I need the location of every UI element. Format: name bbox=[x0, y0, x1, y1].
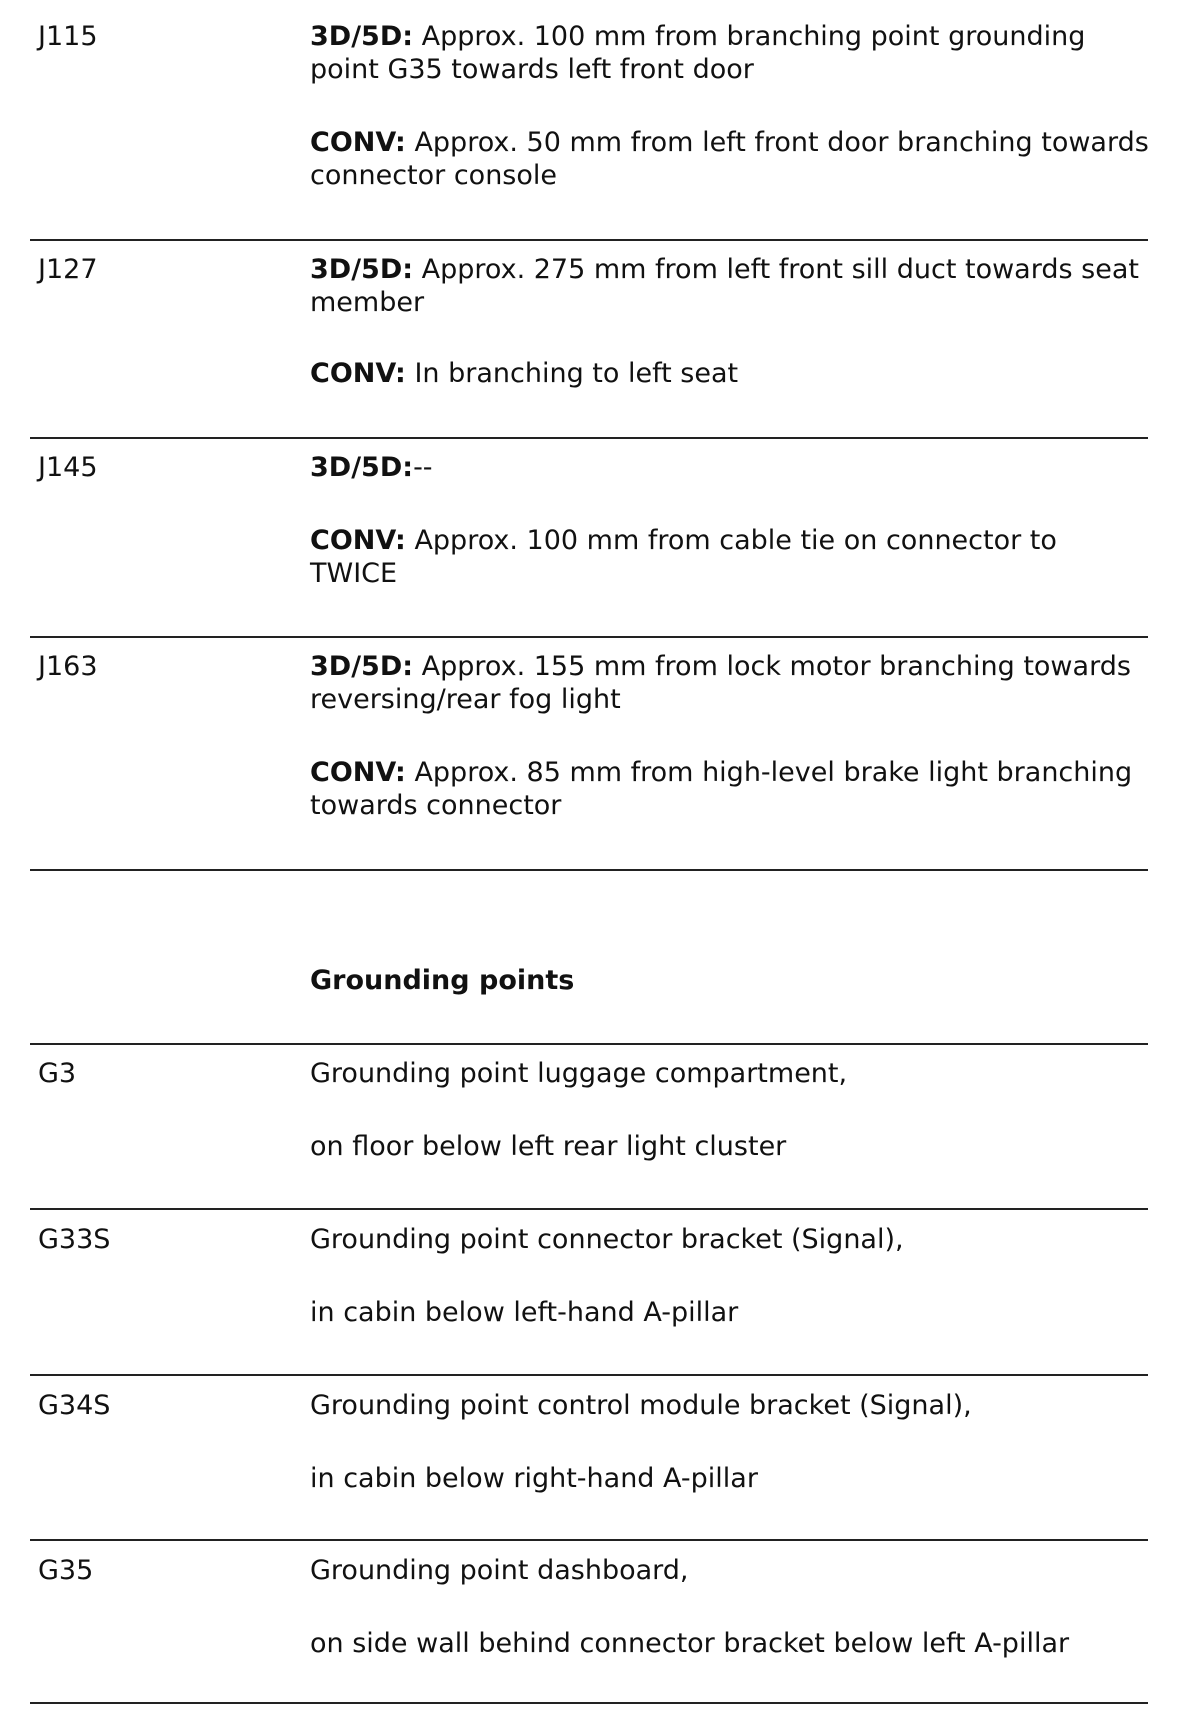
junction-code: J127 bbox=[38, 254, 98, 285]
variant-text: -- bbox=[413, 452, 433, 483]
grounding-detail: on floor below left rear light cluster bbox=[310, 1131, 787, 1162]
grounding-location: Grounding point dashboard, bbox=[310, 1555, 689, 1586]
junction-desc-conv bbox=[310, 126, 1150, 192]
divider bbox=[30, 1539, 1148, 1541]
grounding-location: Grounding point connector bracket (Signal), bbox=[310, 1224, 904, 1255]
grounding-detail: on side wall behind connector bracket below left A-pillar bbox=[310, 1628, 1070, 1659]
divider bbox=[30, 1043, 1148, 1045]
variant-label: CONV: bbox=[310, 127, 406, 158]
junction-desc-3d5d bbox=[310, 253, 1150, 319]
variant-text: Approx. 155 mm from lock motor branching towards reversing/rear fog light bbox=[310, 651, 1131, 715]
junction-desc-conv bbox=[310, 756, 1150, 822]
variant-text: Approx. 100 mm from cable tie on connector to TWICE bbox=[310, 525, 1057, 589]
divider bbox=[30, 239, 1148, 241]
variant-text: Approx. 275 mm from left front sill duct towards seat member bbox=[310, 254, 1139, 318]
grounding-detail: in cabin below left-hand A-pillar bbox=[310, 1297, 739, 1328]
variant-label: 3D/5D: bbox=[310, 21, 414, 52]
grounding-code: G33S bbox=[38, 1224, 111, 1255]
junction-desc-3d5d bbox=[310, 451, 1150, 484]
divider bbox=[30, 1374, 1148, 1376]
junction-desc-conv bbox=[310, 524, 1150, 590]
divider bbox=[30, 1702, 1148, 1704]
variant-label: 3D/5D: bbox=[310, 651, 414, 682]
grounding-code: G35 bbox=[38, 1555, 94, 1586]
variant-label: 3D/5D: bbox=[310, 452, 414, 483]
junction-desc-3d5d bbox=[310, 650, 1150, 716]
grounding-code: G34S bbox=[38, 1390, 111, 1421]
divider bbox=[30, 1208, 1148, 1210]
grounding-location: Grounding point luggage compartment, bbox=[310, 1058, 848, 1089]
variant-label: CONV: bbox=[310, 757, 406, 788]
divider bbox=[30, 636, 1148, 638]
section-heading: Grounding points bbox=[310, 965, 575, 996]
variant-text: Approx. 100 mm from branching point grounding point G35 towards left front door bbox=[310, 21, 1086, 85]
junction-desc-3d5d bbox=[310, 20, 1150, 86]
divider bbox=[30, 869, 1148, 871]
junction-code: J115 bbox=[38, 21, 98, 52]
variant-text: Approx. 50 mm from left front door branching towards connector console bbox=[310, 127, 1149, 191]
variant-label: 3D/5D: bbox=[310, 254, 414, 285]
variant-label: CONV: bbox=[310, 525, 406, 556]
variant-text: Approx. 85 mm from high-level brake light branching towards connector bbox=[310, 757, 1133, 821]
junction-code: J163 bbox=[38, 651, 98, 682]
junction-code: J145 bbox=[38, 452, 98, 483]
grounding-code: G3 bbox=[38, 1058, 77, 1089]
grounding-detail: in cabin below right-hand A-pillar bbox=[310, 1463, 758, 1494]
variant-label: CONV: bbox=[310, 358, 406, 389]
divider bbox=[30, 437, 1148, 439]
grounding-location: Grounding point control module bracket (Signal), bbox=[310, 1390, 972, 1421]
junction-desc-conv bbox=[310, 357, 1150, 390]
variant-text: In branching to left seat bbox=[405, 358, 739, 389]
